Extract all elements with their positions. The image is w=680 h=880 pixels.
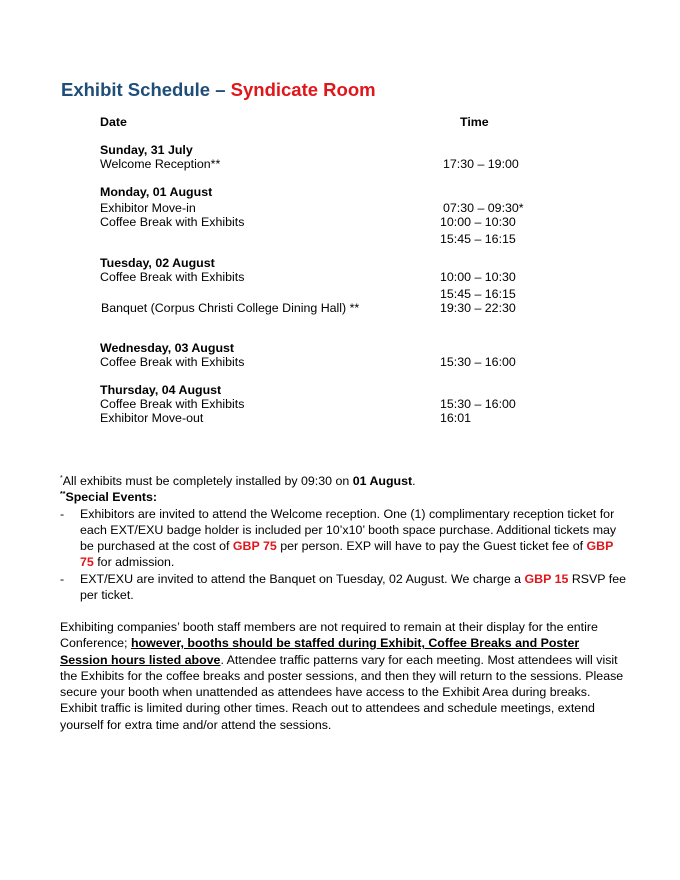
installation-note-end: . (412, 474, 416, 488)
asterisk-mark: * (60, 475, 63, 482)
event-label: Coffee Break with Exhibits (100, 270, 245, 284)
bullet-text: Exhibitors are invited to attend the Welcome reception. One (1) complimentary reception ticket for each EXT/EXU badge holder is included per 10’x10’ booth space purchase. Additional tickets may be purchased at the cost of (80, 506, 617, 554)
page-title (61, 79, 376, 101)
double-asterisk-mark: ** (60, 491, 66, 499)
paragraph-text: Exhibiting companies’ booth staff members are not required to remain at their display for the entire Conference; (60, 620, 598, 651)
event-time: 15:30 – 16:00 (440, 355, 516, 369)
event-time: 16:01 (440, 411, 472, 425)
event-time: 15:30 – 16:00 (440, 397, 516, 411)
bullet-text: EXT/EXU are invited to attend the Banquet on Tuesday, 02 August. We charge a (80, 571, 525, 586)
event-label: Coffee Break with Exhibits (100, 397, 245, 411)
title-part-2: Syndicate Room (230, 79, 376, 100)
day-heading: Wednesday, 03 August (100, 341, 235, 355)
event-time: 10:00 – 10:30 (440, 215, 516, 229)
event-label: Coffee Break with Exhibits (100, 215, 245, 229)
event-time: 17:30 – 19:00 (443, 157, 519, 171)
event-label: Exhibitor Move-in (100, 201, 196, 215)
bullet-dash: - (60, 571, 65, 586)
time-column-header: Time (460, 115, 489, 129)
installation-note-date: 01 August (352, 474, 413, 488)
event-label: Exhibitor Move-out (100, 411, 204, 425)
bullet-dash: - (60, 506, 65, 521)
installation-note-text: All exhibits must be completely installed by 09:30 on (62, 474, 353, 488)
footnotes (60, 473, 630, 603)
price: GBP 75 (80, 539, 614, 570)
special-events-heading-text: Special Events: (65, 490, 158, 505)
event-time: 15:45 – 16:15 (440, 287, 516, 301)
bullet-text: for admission. (93, 555, 175, 570)
bullet-text: per person. EXP will have to pay the Guest ticket fee of (276, 539, 587, 554)
installation-note (60, 473, 630, 489)
day-heading: Thursday, 04 August (100, 383, 222, 397)
day-heading: Sunday, 31 July (100, 143, 193, 157)
event-time: 19:30 – 22:30 (440, 301, 516, 315)
special-event-bullet-welcome (60, 506, 630, 571)
event-time: 10:00 – 10:30 (440, 270, 516, 284)
event-time: 15:45 – 16:15 (440, 232, 516, 246)
event-label: Coffee Break with Exhibits (100, 355, 245, 369)
day-heading: Monday, 01 August (100, 185, 213, 199)
price: GBP 15 (524, 571, 569, 586)
price: GBP 75 (232, 539, 277, 554)
special-events-heading (60, 489, 630, 505)
title-part-1: Exhibit Schedule – (61, 79, 231, 100)
paragraph-text: . Attendee traffic patterns vary for each meeting. Most attendees will visit the Exhibits for the coffee breaks and poster sessions, and then they will return to the sessions. Please secure your booth when unattended as attendees have access to the Exhibit Area during breaks. Exhibit traffic is limited during other times. Reach out to attendees and schedule meetings, extend yourself for extra time and/or attend the sessions. (60, 652, 624, 732)
staffing-paragraph (60, 619, 630, 733)
day-heading: Tuesday, 02 August (100, 256, 215, 270)
event-label: Welcome Reception** (100, 157, 221, 171)
event-label: Banquet (Corpus Christi College Dining Hall) ** (101, 301, 360, 315)
special-event-bullet-banquet (60, 571, 630, 604)
date-column-header: Date (100, 115, 127, 129)
bullet-text: RSVP fee per ticket. (80, 571, 627, 603)
event-time: 07:30 – 09:30* (443, 201, 524, 215)
staffing-requirement: however, booths should be staffed during Exhibit, Coffee Breaks and Poster Session hours listed above (60, 636, 580, 667)
